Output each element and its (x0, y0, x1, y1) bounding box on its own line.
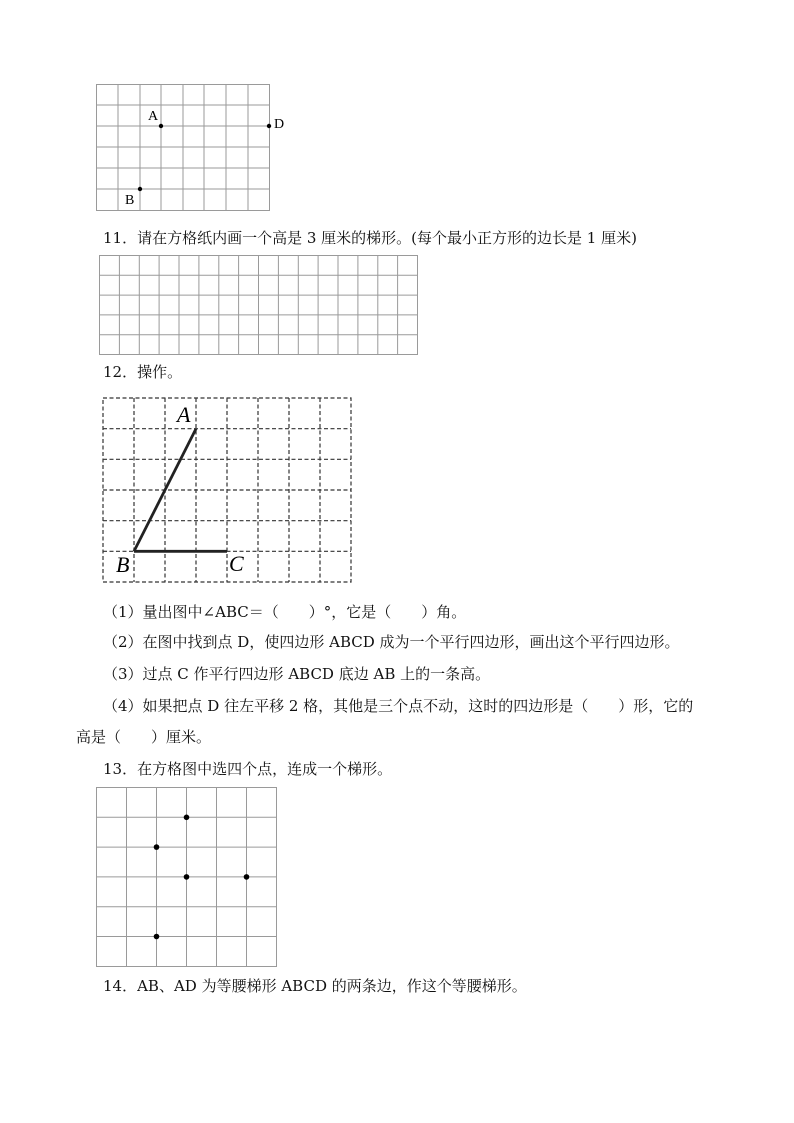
point-b (138, 187, 142, 191)
label-b: B (125, 193, 135, 208)
question-12-part-2: （2）在图中找到点 D，使四边形 ABCD 成为一个平行四边形，画出这个平行四边形。 (103, 633, 680, 651)
figure-triangle-abc (96, 392, 358, 588)
question-12-part-1: （1）量出图中∠ABC＝（ ）°，它是（ ）角。 (103, 603, 467, 621)
question-12-title: 12．操作。 (103, 363, 183, 381)
grid-dot[interactable] (184, 815, 190, 821)
question-12-part-4: （4）如果把点 D 往左平移 2 格，其他是三个点不动，这时的四边形是（ ）形，它的 (103, 697, 694, 715)
label-c: C (229, 551, 244, 576)
figure-points-abd (90, 78, 300, 218)
question-12-part-4-cont: 高是（ ）厘米。 (76, 728, 212, 746)
grid-dot[interactable] (244, 874, 250, 880)
grid-lines (96, 84, 270, 211)
grid-q13[interactable] (92, 784, 282, 970)
grid-dot[interactable] (154, 934, 160, 940)
question-11: 11．请在方格纸内画一个高是 3 厘米的梯形。(每个最小正方形的边长是 1 厘米) (103, 229, 637, 247)
question-14: 14．AB、AD 为等腰梯形 ABCD 的两条边，作这个等腰梯形。 (103, 977, 527, 995)
point-d (267, 124, 271, 128)
dashed-grid (103, 398, 351, 582)
label-d: D (274, 117, 285, 132)
question-12-part-3: （3）过点 C 作平行四边形 ABCD 底边 AB 上的一条高。 (103, 665, 491, 683)
grid-q11[interactable] (96, 252, 422, 357)
grid-dot[interactable] (184, 874, 190, 880)
grid-dot[interactable] (154, 844, 160, 850)
label-a: A (177, 402, 191, 427)
point-a (159, 124, 163, 128)
label-b: B (116, 552, 130, 577)
label-a: A (148, 109, 159, 124)
question-13: 13．在方格图中选四个点，连成一个梯形。 (103, 760, 393, 778)
